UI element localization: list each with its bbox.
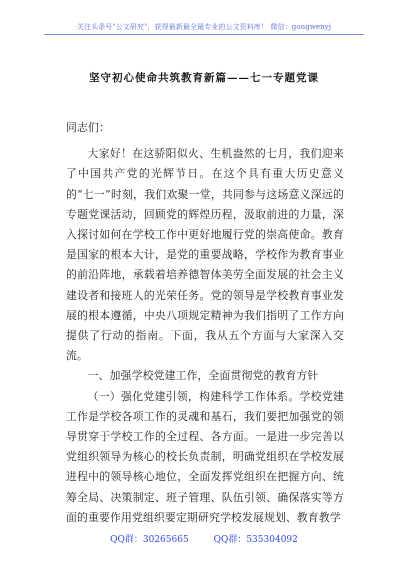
footer-qq-group-1: QQ群：30265665 bbox=[110, 535, 189, 545]
section-heading-1: 一、加强学校党建工作，全面贯彻党的教育方针 bbox=[87, 369, 319, 383]
header-divider bbox=[44, 34, 364, 35]
footer bbox=[0, 532, 408, 545]
paragraph-intro: 大家好！在这骄阳似火、生机盎然的七月，我们迎来了中国共产党的光辉节日。在这个具有重大历史意义的“七一”时刻，我们欢聚一堂，共同参与这场意义深远的专题党课活动，回顾党的辉煌历程，汲取前进的力量，深入探讨如何在学校工作中更好地履行党的崇高使命。教育是国家的根本大计，是党的重要战略，学校作为教育事业的前沿阵地，承载着培养德智体美劳全面发展的社会主义建设者和接班人的光荣任务。党的领导是学校教育事业发展的根本遵循，中央八项规定精神为我们指明了工作方向提供了行动的指南。下面，我从五个方面与大家深入交流。 bbox=[66, 147, 344, 363]
footer-qq-group-2: QQ群：535304092 bbox=[213, 535, 298, 545]
header-note: 关注头条号"公文研究"，获得最新最全最专业的公文资料库！ 微信：gongwenyj bbox=[76, 23, 332, 31]
document-body bbox=[66, 118, 344, 528]
document-title: 坚守初心使命共筑教育新篇——七一专题党课 bbox=[89, 72, 319, 84]
salutation: 同志们： bbox=[66, 121, 110, 134]
paragraph-section-1-1: （一）强化党建引领，构建科学工作体系。学校党建工作是学校各项工作的灵魂和基石，我们要把加强党的领导贯穿于学校工作的全过程、各方面。一是进一步完善以党组织领导为核心的校长负责制，明确党组织在学校发展进程中的领导核心地位，全面发挥党组织在把握方向、统筹全局、决策制定、班子管理、队伍引领、确保落实等方面的重要作用党组织要定期研究学校发展规划、教育教学 bbox=[66, 389, 344, 524]
